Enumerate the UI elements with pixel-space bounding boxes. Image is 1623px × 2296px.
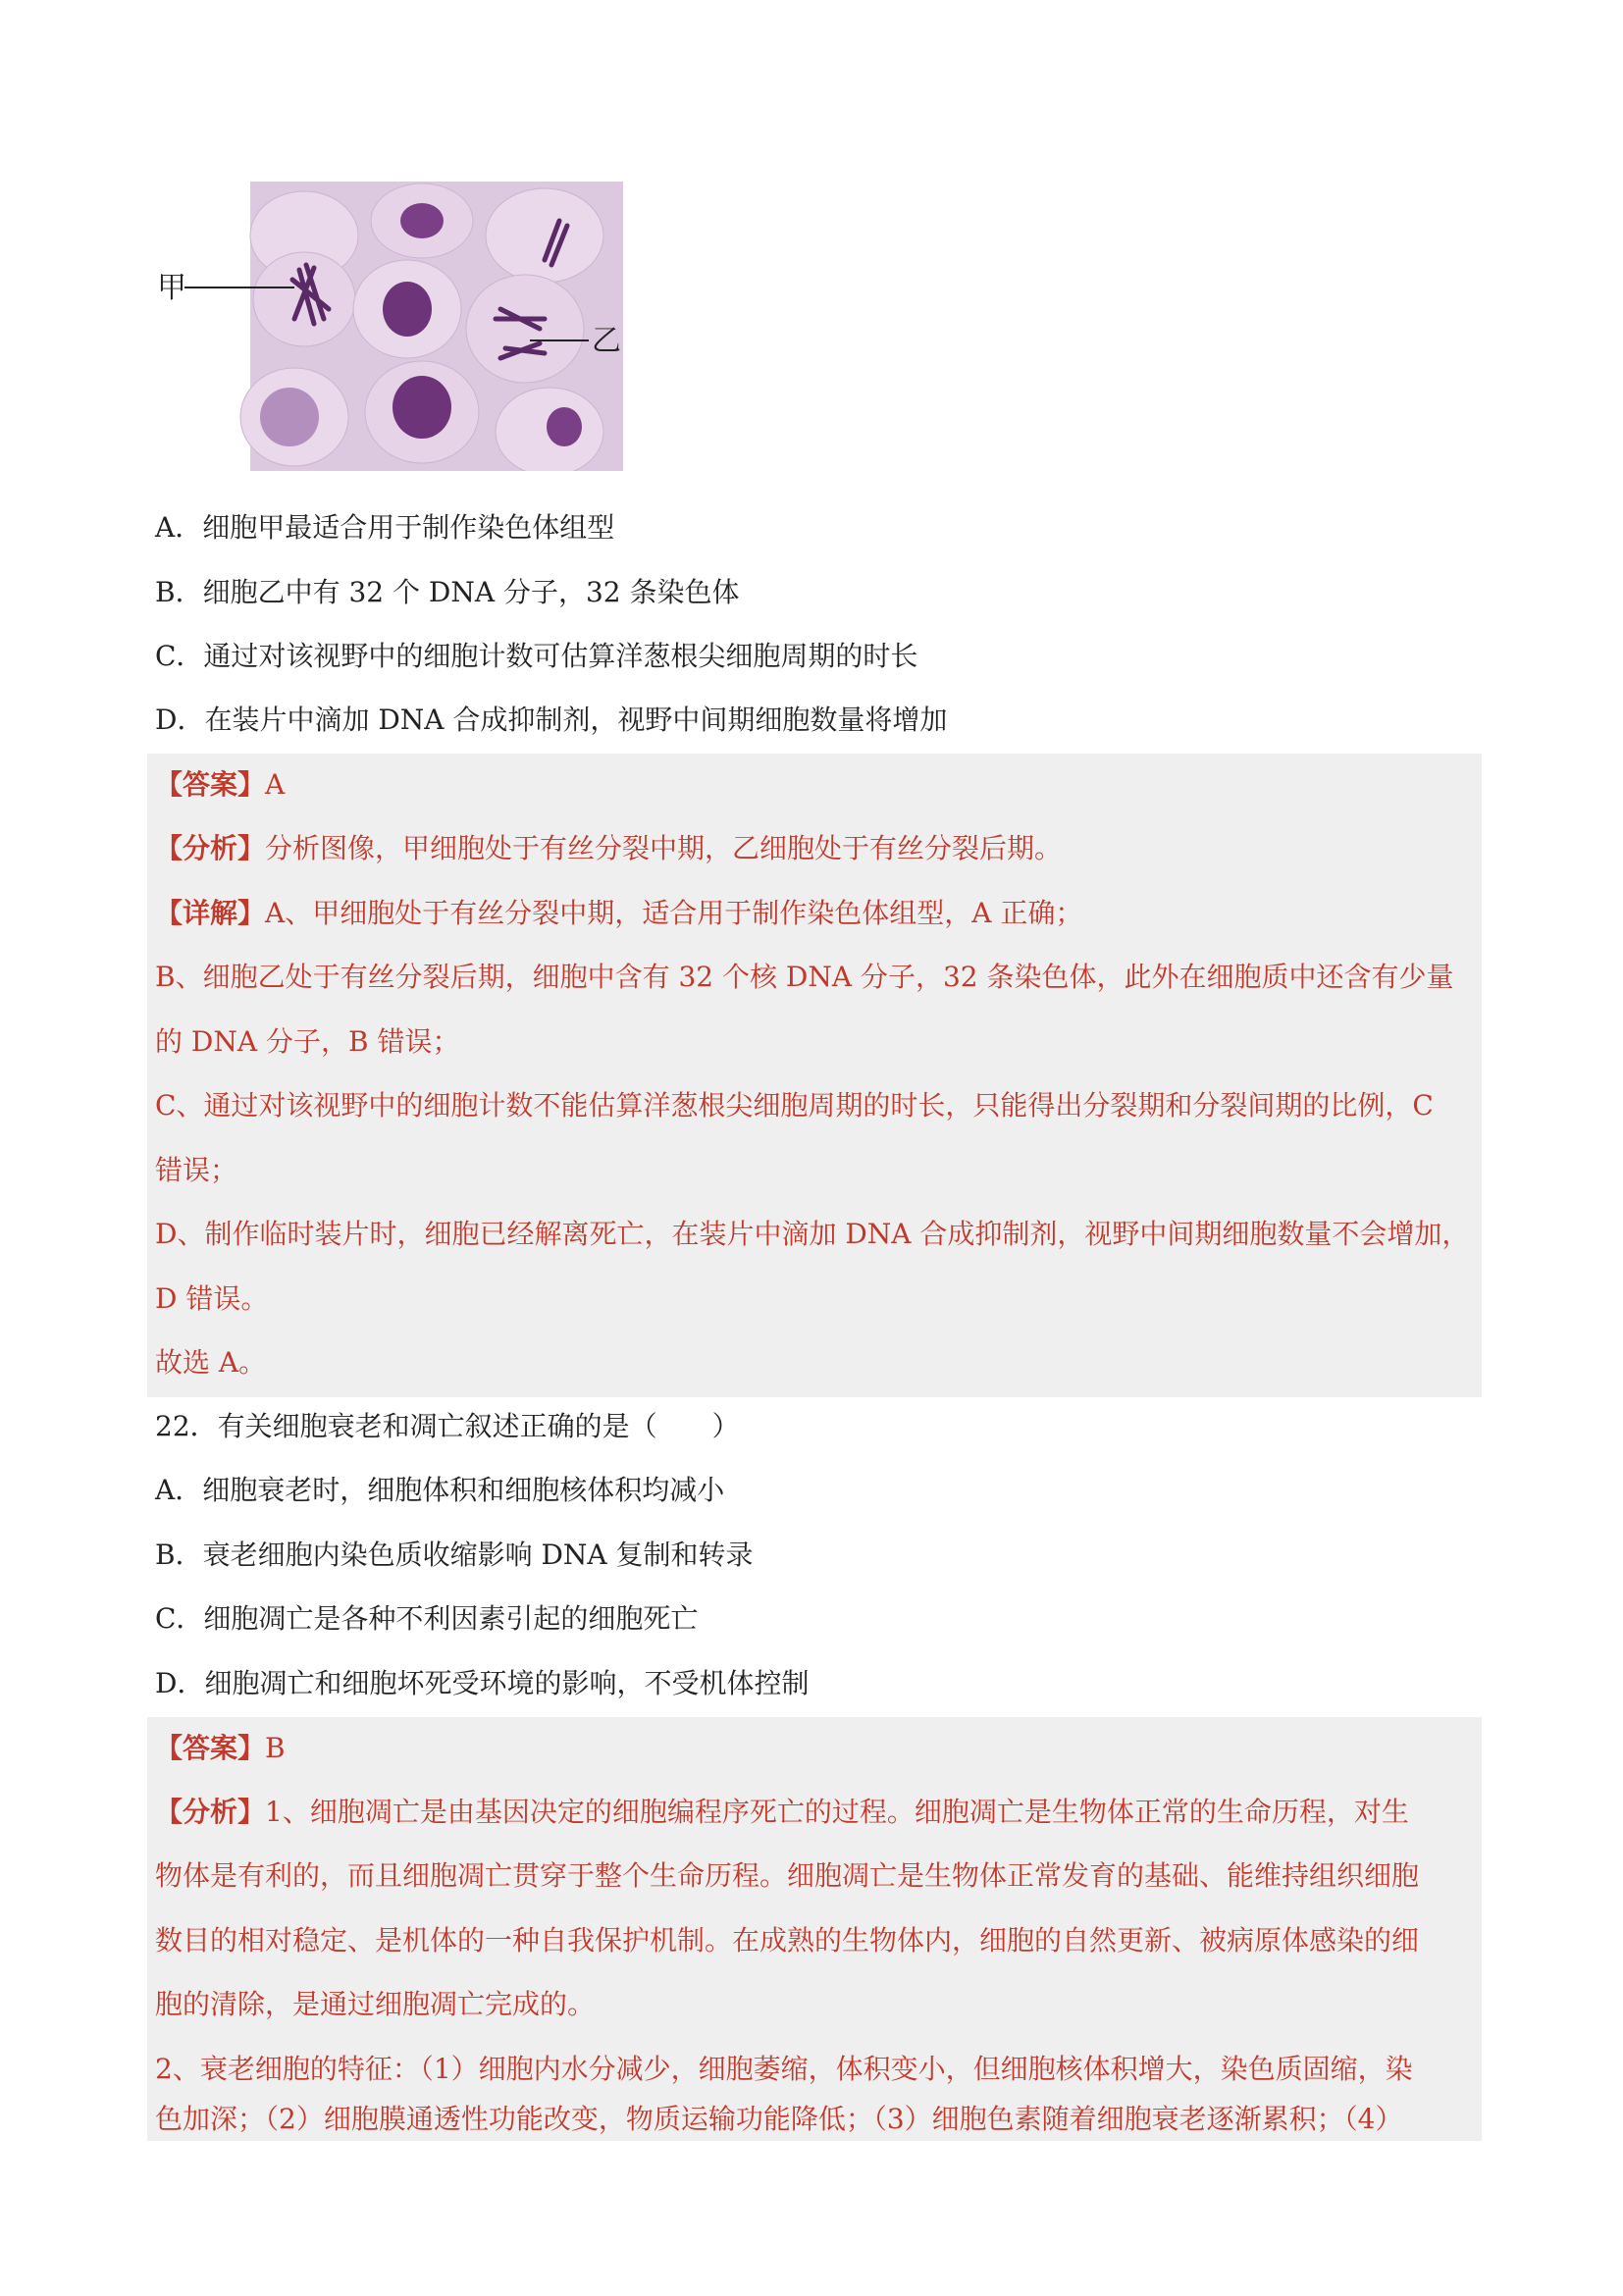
q21-detail-line	[155, 894, 1082, 933]
q21-answer-line	[155, 765, 285, 805]
q22-analysis-line-3: 数目的相对稳定、是机体的一种自我保护机制。在成熟的生物体内，细胞的自然更新、被病原体感染的细	[155, 1924, 1420, 1957]
q21-detail-b1: B、细胞乙处于有丝分裂后期，细胞中含有 32 个核 DNA 分子，32 条染色体，此外在细胞质中还含有少量	[155, 961, 1454, 993]
q21-option-c: C．通过对该视野中的细胞计数可估算洋葱根尖细胞周期的时长	[155, 640, 918, 672]
q21-conclusion: 故选 A。	[155, 1346, 267, 1379]
answer-value: B	[265, 1732, 286, 1764]
q21-detail-c2: 错误；	[155, 1154, 238, 1186]
answer-tag: 【答案】	[155, 1732, 266, 1764]
q22-analysis-line	[155, 1793, 1409, 1832]
analysis-text: 分析图像，甲细胞处于有丝分裂中期，乙细胞处于有丝分裂后期。	[265, 832, 1063, 864]
detail-text: A、甲细胞处于有丝分裂中期，适合用于制作染色体组型，A 正确；	[265, 897, 1083, 929]
q22-stem: 22．有关细胞衰老和凋亡叙述正确的是（ ）	[155, 1410, 740, 1442]
answer-tag: 【答案】	[155, 768, 266, 801]
q21-analysis-line	[155, 829, 1062, 868]
q22-option-b: B．衰老细胞内染色质收缩影响 DNA 复制和转录	[155, 1539, 754, 1571]
q22-analysis-line-2: 物体是有利的，而且细胞凋亡贯穿于整个生命历程。细胞凋亡是生物体正常发育的基础、能维持组织细胞	[155, 1859, 1420, 1892]
q21-option-b: B．细胞乙中有 32 个 DNA 分子，32 条染色体	[155, 576, 740, 608]
analysis-tag: 【分析】	[155, 1796, 266, 1828]
q21-detail-d2: D 错误。	[155, 1282, 269, 1315]
detail-tag: 【详解】	[155, 897, 266, 929]
q22-option-d: D．细胞凋亡和细胞坏死受环境的影响，不受机体控制	[155, 1667, 810, 1699]
q21-detail-c1: C、通过对该视野中的细胞计数不能估算洋葱根尖细胞周期的时长，只能得出分裂期和分裂间期的比例，C	[155, 1089, 1434, 1122]
analysis-text: 1、细胞凋亡是由基因决定的细胞编程序死亡的过程。细胞凋亡是生物体正常的生命历程，对生	[265, 1796, 1409, 1828]
figure-label-yi: 乙	[592, 324, 621, 358]
q22-option-a: A．细胞衰老时，细胞体积和细胞核体积均减小	[155, 1474, 725, 1506]
q21-option-a: A．细胞甲最适合用于制作染色体组型	[155, 511, 615, 544]
answer-value: A	[265, 768, 286, 801]
q22-answer-line	[155, 1729, 286, 1768]
cell-micrograph-figure	[157, 182, 628, 471]
q22-features-line-1: 2、衰老细胞的特征：（1）细胞内水分减少，细胞萎缩，体积变小，但细胞核体积增大，染色质固缩，染	[155, 2053, 1413, 2085]
q21-detail-b2: 的 DNA 分子，B 错误；	[155, 1025, 460, 1058]
q22-features-line-2: 色加深；（2）细胞膜通透性功能改变，物质运输功能降低；（3）细胞色素随着细胞衰老逐渐累积；（4）	[155, 2103, 1403, 2135]
q21-detail-d1: D、制作临时装片时，细胞已经解离死亡，在装片中滴加 DNA 合成抑制剂，视野中间期细胞数量不会增加，	[155, 1218, 1470, 1250]
q22-option-c: C．细胞凋亡是各种不利因素引起的细胞死亡	[155, 1602, 699, 1635]
figure-label-jia: 甲	[157, 271, 186, 305]
q22-analysis-line-4: 胞的清除，是通过细胞凋亡完成的。	[155, 1988, 596, 2020]
analysis-tag: 【分析】	[155, 832, 266, 864]
q21-option-d: D．在装片中滴加 DNA 合成抑制剂，视野中间期细胞数量将增加	[155, 704, 948, 736]
